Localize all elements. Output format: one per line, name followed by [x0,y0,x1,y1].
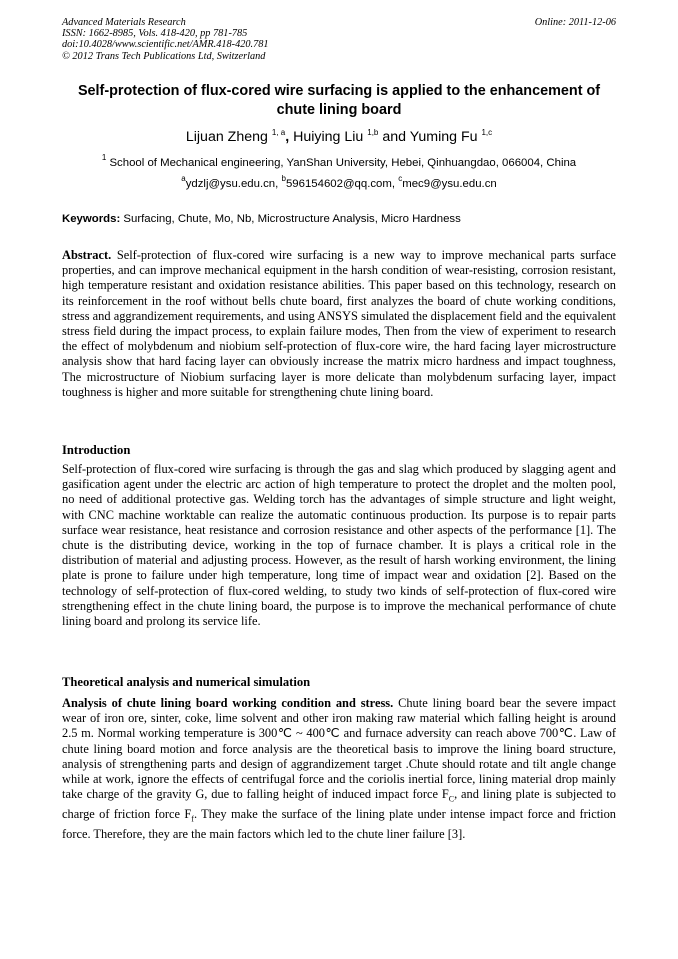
affiliation [62,155,616,171]
email-link[interactable]: ydzlj@ysu.edu.cn [185,178,276,190]
paper-title: Self-protection of flux-cored wire surfacing is applied to the enhancement of chute lining board [77,83,601,118]
author-name: Lijuan Zheng [185,129,268,145]
subscript: C [448,794,455,804]
introduction-heading: Introduction [62,443,131,457]
author-list [62,127,616,147]
theory-text-part: . They make the surface of the lining plate under intense impact force and friction force. Therefore, they are the main factors which led to the chute liner failure [3]. [62,806,616,841]
email-list [62,176,616,192]
theory-heading: Theoretical analysis and numerical simulation [62,675,311,689]
abstract-text: Self-protection of flux-cored wire surfacing is a new way to improve mechanical parts surface properties, and can improve mechanical equipment in the harsh condition of wear-resisting, corrosion resistant, high temperature resistant and oxidation resistance abilities. This paper based on this technology, research on its reinforcement in the roof without bells chute board, first analyzes the board of chute working conditions, stress and aggrandizement requirements, and using ANSYS simulated the displacement field and the equivalent stress field during the impact process, to explain failure modes, Then from the view of experiment to research the effect of molybdenum and niobium self-protection of flux-core wire, the hard facing layer microstructure analysis show that hard facing layer can obviously increase the matrix micro hardness and impact toughness, The microstructure of Niobium surfacing layer is more delicate than molybdenum surfacing layer, impact toughness is higher and more suitable for strengthening chute lining board. [62,248,616,399]
email-link[interactable]: mec9@ysu.edu.cn [402,178,497,190]
online-date: Online: 2011-12-06 [534,17,616,28]
author-name: Yuming Fu [409,129,478,145]
email-separator: , [275,178,282,190]
abstract [62,248,616,400]
doi-link[interactable]: doi:10.4028/www.scientific.net/AMR.418-420.781 [62,39,269,51]
abstract-label: Abstract. [62,248,112,262]
introduction-text: Self-protection of flux-cored wire surfacing is through the gas and slag which produced by slagging agent and gasification agent under the electric arc action of high temperature to protect the droplet and the molten pool, no need of additional protective gas. Welding torch has the advantages of simple structure and light weight, with CNC machine worktable can realize the automatic continuous production. Its purpose is to repair parts surface wear resistance, heat resistance and corrosion resistance and other aspects of the performance [1]. The chute is the distributing device, working in the top of furnace chamber. It is plays a critical role in the distribution of material and adjusting process. However, as the result of harsh working environment, the lining plate is prone to failure under high temperature, long time of impact wear and oxidation [2]. Based on the technology of self-protection of flux-cored welding, to study two kinds of self-protection of flux-cored wire strengthening effect in the chute lining board, the purpose is to improve the mechanical performance of chute lining board and prolong its service life. [62,462,616,629]
copyright-line: © 2012 Trans Tech Publications Ltd, Switzerland [62,50,266,62]
keywords [62,211,616,227]
author-affiliation-mark: 1,c [481,128,493,137]
keywords-text: Surfacing, Chute, Mo, Nb, Microstructure Analysis, Micro Hardness [123,213,461,225]
subscript: f [191,814,194,824]
affiliation-text: School of Mechanical engineering, YanShan University, Hebei, Qinhuangdao, 066004, China [109,157,577,169]
issn-line: ISSN: 1662-8985, Vols. 418-420, pp 781-785 [62,28,248,40]
email-mark: c [398,174,403,183]
email-mark: a [181,174,186,183]
theory-text [62,696,616,842]
email-link[interactable]: 596154602@qq.com [285,178,392,190]
author-name: Huiying Liu [293,129,364,145]
keywords-label: Keywords: [62,213,121,225]
theory-text-part: , and lining plate is subjected to charge of friction force F [62,787,617,821]
author-separator: and [378,129,410,145]
publication-info [62,17,269,62]
theory-text-part: Chute lining board bear the severe impact wear of iron ore, sinter, coke, lime solvent and other iron making raw material which falling height is around 2.5 m. Normal working temperature is 300℃ ~ 400℃ and furnace adversity can reach above 700℃. Law of chute lining board motion and force analysis are the theoretical basis to improve the lining board structure, analysis of strengthening parts and design of aggrandizement target .Chute should rotate and tilt angle change while at work, ignore the effects of centrifugal force and the coriolis inertial force, lining material drop mainly take charge of the gravity G, due to falling height of induced impact force F [62,696,616,802]
email-separator: , [391,178,399,190]
author-affiliation-mark: 1,b [367,128,379,137]
affiliation-mark: 1 [101,153,107,162]
journal-name: Advanced Materials Research [62,17,186,28]
email-mark: b [281,174,286,183]
author-separator: , [285,129,294,145]
subsection-label: Analysis of chute lining board working condition and stress. [62,696,394,710]
author-affiliation-mark: 1, a [271,128,286,137]
